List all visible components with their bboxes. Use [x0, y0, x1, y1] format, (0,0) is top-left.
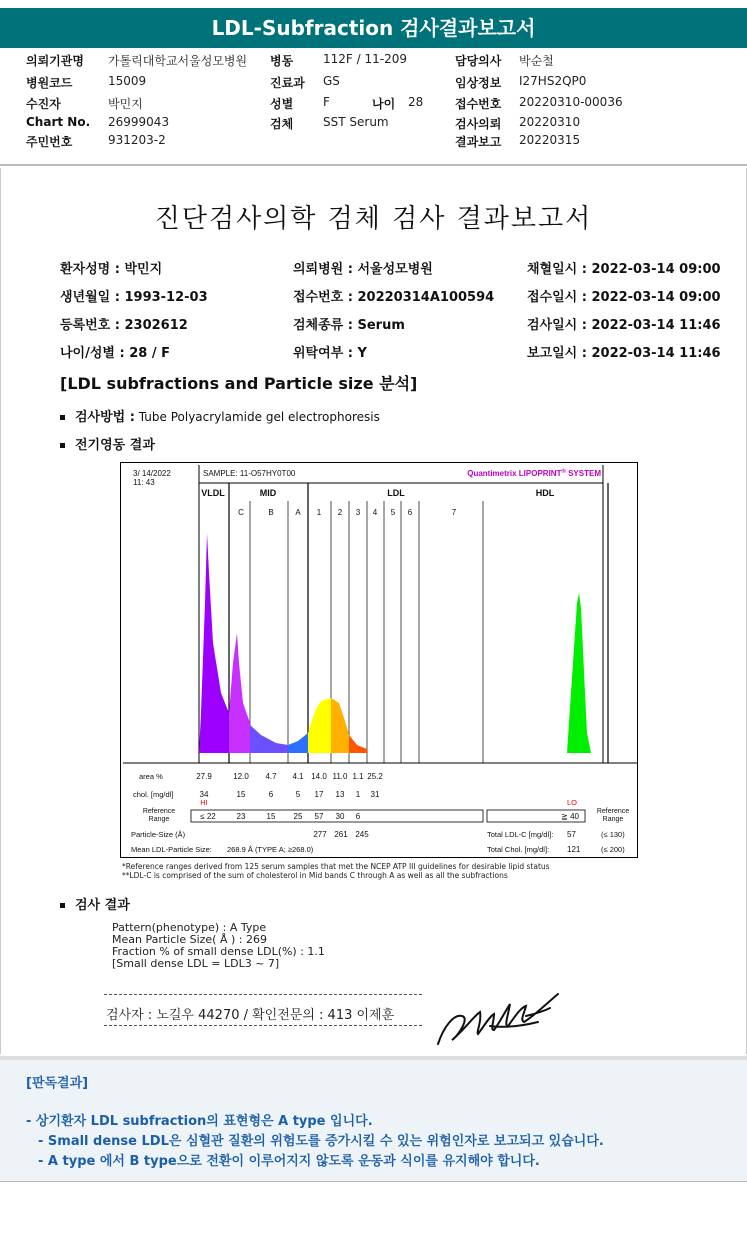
patient-receipt-time: 접수일시 : 2022-03-14 09:00 [527, 290, 721, 305]
ref-right-label-2: Range [602, 816, 624, 823]
report-title-bar [0, 8, 747, 48]
results-block [112, 922, 325, 970]
area-value-0: 27.9 [196, 772, 212, 781]
signature-line-bottom [104, 1025, 422, 1026]
footnote-2: **LDL-C is comprised of the sum of cholesterol in Mid bands C through A as well as all the subfractions [122, 871, 508, 880]
value-ward: 112F / 11-209 [323, 52, 407, 66]
result-small-dense-fraction: Fraction % of small dense LDL(%) : 1.1 [112, 945, 325, 958]
chart-date: 3/ 14/2022 [133, 469, 171, 478]
flag-hi: HI [200, 798, 208, 807]
area-value-7: 25.2 [367, 772, 383, 781]
chart-brand-reg: ® [561, 469, 566, 475]
chol-value-7: 31 [370, 790, 380, 799]
total-ldl-ref: (≤ 130) [601, 830, 625, 839]
area-value-3: 4.1 [292, 772, 304, 781]
header-row-5 [0, 133, 747, 153]
particle-value-0: 277 [313, 830, 327, 839]
patient-collection-time: 채혈일시 : 2022-03-14 09:00 [527, 262, 721, 277]
bullet-icon [60, 415, 65, 420]
band-label-b: B [268, 508, 274, 517]
value-department: GS [323, 74, 340, 88]
mean-size-label: Mean LDL-Particle Size: [131, 845, 212, 854]
band-label-3: 3 [355, 508, 361, 517]
area-value-2: 4.7 [265, 772, 277, 781]
area-label: area % [139, 772, 163, 781]
result-pattern: Pattern(phenotype) : A Type [112, 921, 267, 934]
ref-value-1: 23 [236, 812, 246, 821]
header-row-1 [0, 52, 747, 72]
patient-specimen-type: 검체종류 : Serum [293, 318, 405, 333]
value-clinical-info: I27HS2QP0 [519, 74, 587, 88]
label-resident-no: 주민번호 [26, 135, 73, 149]
mid-a-region [288, 733, 308, 753]
method-line [60, 406, 380, 425]
ref-label-1: Reference [142, 808, 176, 815]
patient-age-sex: 나이/성별 : 28 / F [60, 346, 171, 361]
lipoprint-chart [120, 462, 638, 858]
area-value-1: 12.0 [233, 772, 249, 781]
label-doctor: 담당의사 [455, 54, 502, 68]
ref-value-5: 30 [335, 812, 345, 821]
group-label-vldl: VLDL [201, 488, 225, 498]
label-specimen: 검체 [270, 117, 294, 131]
band-label-5: 5 [390, 508, 396, 517]
label-chart-no: Chart No. [26, 115, 91, 129]
area-value-5: 11.0 [332, 772, 348, 781]
chart-brand-suffix: SYSTEM [565, 469, 601, 478]
patient-outsourced: 위탁여부 : Y [293, 346, 367, 361]
label-clinical-info: 임상정보 [455, 76, 502, 90]
electrophoresis-label: 전기영동 결과 [75, 438, 155, 453]
chol-value-0: 34 [199, 790, 209, 799]
report-title: LDL-Subfraction 검사결과보고서 [211, 16, 536, 40]
mean-size-value: 268.9 Å (TYPE A; ≥268.0) [227, 845, 314, 854]
area-value-6: 1.1 [352, 772, 364, 781]
section-title: [LDL subfractions and Particle size 분석] [60, 374, 418, 393]
electrophoresis-curve [199, 533, 591, 753]
ref-label-2: Range [148, 816, 170, 823]
result-small-dense-def: [Small dense LDL = LDL3 ~ 7] [112, 957, 280, 970]
verdict-line-1: - 상기환자 LDL subfraction의 표현형은 A type 입니다. [26, 1114, 373, 1129]
flag-lo: LO [566, 798, 578, 807]
chart-table [131, 772, 629, 854]
verdict-line-2: - Small dense LDL은 심혈관 질환의 위험도를 증가시킬 수 있는 위험인자로 보고되고 있습니다. [38, 1134, 604, 1149]
total-chol-label: Total Chol. [mg/dl]: [487, 845, 550, 854]
total-ldl-label: Total LDL-C [mg/dl]: [487, 830, 554, 839]
label-department: 진료과 [270, 76, 305, 90]
signature-icon [430, 986, 570, 1052]
value-hospital-code: 15009 [108, 74, 147, 88]
label-request-date: 검사의뢰 [455, 117, 502, 131]
value-request-date: 20220310 [519, 115, 581, 129]
signature-line-top [104, 994, 422, 995]
mid-c-peak [229, 633, 250, 753]
value-resident-no: 931203-2 [108, 133, 166, 147]
group-label-hdl: HDL [535, 488, 555, 498]
method-value: Tube Polyacrylamide gel electrophoresis [138, 410, 380, 424]
header-row-3 [0, 95, 747, 115]
total-chol-ref: (≤ 200) [601, 845, 625, 854]
ref-value-2: 15 [266, 812, 276, 821]
results-heading [60, 894, 130, 913]
chol-value-3: 5 [295, 790, 301, 799]
header-row-2 [0, 74, 747, 94]
patient-name: 환자성명 : 박민지 [60, 262, 163, 277]
total-chol-value: 121 [567, 845, 581, 854]
verdict-panel [0, 1060, 747, 1182]
ref-right-label-1: Reference [596, 808, 630, 815]
patient-report-time: 보고일시 : 2022-03-14 11:46 [527, 346, 721, 361]
value-sex: F [323, 95, 330, 109]
chart-time: 11: 43 [133, 478, 155, 487]
ldl-2-peak [331, 698, 349, 753]
document-title: 진단검사의학 검체 검사 결과보고서 [154, 204, 593, 234]
chart-sample: SAMPLE: 11-O57HY0T00 [203, 469, 296, 478]
verdict-title: [판독결과] [26, 1076, 89, 1091]
label-ward: 병동 [270, 54, 294, 68]
ref-hdl-value: ≧ 40 [561, 812, 579, 821]
mid-b-region [250, 725, 288, 753]
value-hospital: 가톨릭대학교서울성모병원 [108, 54, 248, 68]
particle-value-2: 245 [355, 830, 369, 839]
vldl-peak [199, 533, 229, 753]
label-patient: 수진자 [26, 97, 61, 111]
footnote-1: *Reference ranges derived from 125 serum samples that met the NCEP ATP III guidelines for desirable lipid status [122, 862, 550, 871]
label-report-date: 결과보고 [455, 135, 502, 149]
patient-hospital: 의뢰병원 : 서울성모병원 [293, 262, 433, 277]
value-patient: 박민지 [108, 97, 143, 111]
value-doctor: 박순철 [519, 54, 554, 68]
chart-brand: Quantimetrix LIPOPRINT® SYSTEM [467, 469, 601, 478]
chol-value-4: 17 [314, 790, 324, 799]
particle-label: Particle-Size (Å) [131, 830, 186, 839]
band-label-a: A [295, 508, 301, 517]
band-label-4: 4 [372, 508, 378, 517]
patient-test-time: 검사일시 : 2022-03-14 11:46 [527, 318, 721, 333]
label-sex: 성별 [270, 97, 294, 111]
value-chart-no: 26999043 [108, 115, 170, 129]
ref-value-4: 57 [314, 812, 324, 821]
bullet-icon [60, 443, 65, 448]
patient-birthdate: 생년월일 : 1993-12-03 [60, 290, 208, 305]
total-ldl-value: 57 [567, 830, 576, 839]
patient-registration-no: 등록번호 : 2302612 [60, 318, 188, 333]
chol-label: chol. [mg/dl] [133, 790, 174, 799]
value-age: 28 [408, 95, 424, 109]
ref-value-0: ≤ 22 [200, 812, 216, 821]
label-age: 나이 [372, 97, 396, 111]
group-label-mid: MID [259, 488, 277, 498]
ref-value-3: 25 [293, 812, 303, 821]
label-receipt-no: 접수번호 [455, 97, 502, 111]
hdl-peak [567, 593, 591, 753]
result-mean-size: Mean Particle Size( Å ) : 269 [112, 933, 267, 946]
chol-value-5: 13 [335, 790, 345, 799]
band-label-c: C [238, 508, 244, 517]
electrophoresis-line [60, 434, 155, 453]
ref-value-6: 6 [355, 812, 361, 821]
band-label-6: 6 [407, 508, 413, 517]
chol-value-2: 6 [268, 790, 274, 799]
band-label-7: 7 [451, 508, 457, 517]
band-label-1: 1 [316, 508, 322, 517]
ldl-3-tail [349, 735, 367, 753]
signer-info: 검사자 : 노길우 44270 / 확인전문의 : 413 이제훈 [106, 1008, 395, 1023]
header-divider [0, 164, 747, 166]
bullet-icon [60, 903, 65, 908]
value-receipt-no: 20220310-00036 [519, 95, 623, 109]
results-label: 검사 결과 [75, 898, 130, 913]
chol-value-6: 1 [355, 790, 361, 799]
value-report-date: 20220315 [519, 133, 581, 147]
verdict-line-3: - A type 에서 B type으로 전환이 이루어지지 않도록 운동과 식이를 유지해야 합니다. [38, 1154, 540, 1169]
label-hospital-code: 병원코드 [26, 76, 73, 90]
chart-svg [121, 463, 639, 859]
group-label-ldl: LDL [387, 488, 405, 498]
band-dividers [123, 465, 637, 763]
patient-receipt-no: 접수번호 : 20220314A100594 [293, 290, 495, 305]
header-row-4 [0, 115, 747, 135]
method-label: 검사방법 : [75, 410, 135, 425]
chol-value-1: 15 [236, 790, 246, 799]
band-label-2: 2 [337, 508, 343, 517]
particle-value-1: 261 [334, 830, 348, 839]
ldl-1-peak [308, 698, 331, 753]
label-hospital: 의뢰기관명 [26, 54, 84, 68]
area-value-4: 14.0 [311, 772, 327, 781]
value-specimen: SST Serum [323, 115, 389, 129]
